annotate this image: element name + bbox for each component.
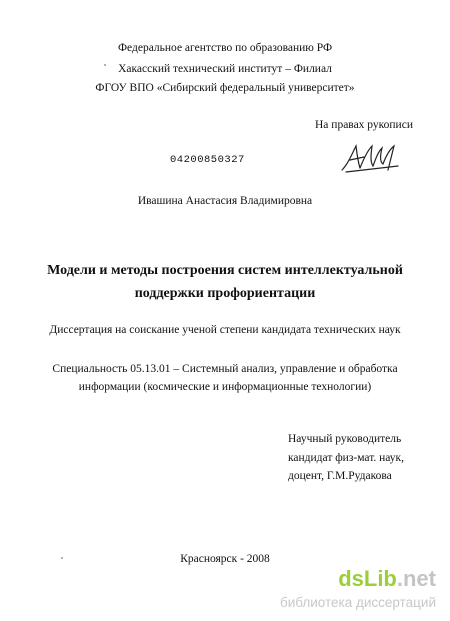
dslib-watermark: [236, 566, 436, 616]
header-line-institute: Хакасский технический институт – Филиал: [118, 63, 332, 75]
scan-speck: [61, 557, 63, 559]
document-number: 04200850327: [170, 154, 245, 166]
supervisor-role: Научный руководитель: [288, 433, 402, 445]
dissertation-title-line1: Модели и методы построения систем интеллектуальной: [47, 263, 403, 278]
author-name: Ивашина Анастасия Владимировна: [137, 195, 313, 207]
specialty-line1: Специальность 05.13.01 – Системный анализ, управление и обработка: [52, 363, 398, 375]
watermark-logo: [338, 566, 436, 592]
specialty-line2: информации (космические и информационные технологии): [78, 381, 372, 393]
supervisor-degree: кандидат физ-мат. наук,: [288, 452, 405, 464]
header-line-agency: Федеральное агентство по образованию РФ: [117, 42, 333, 54]
header-line-university: ФГОУ ВПО «Сибирский федеральный университет»: [95, 82, 355, 94]
watermark-subtitle: библиотека диссертаций: [279, 595, 436, 610]
rights-note: На правах рукописи: [315, 119, 413, 131]
scan-speck: [104, 64, 106, 66]
place-and-year: Красноярск - 2008: [180, 553, 270, 565]
supervisor-name: доцент, Г.М.Рудакова: [288, 470, 392, 482]
handwritten-signature: [338, 140, 404, 176]
dissertation-title-line2: поддержки профориентации: [134, 286, 316, 301]
degree-statement: Диссертация на соискание ученой степени кандидата технических наук: [49, 324, 401, 336]
watermark-logo-part1: dsLib: [338, 566, 397, 591]
watermark-logo-part2: .net: [396, 566, 436, 591]
